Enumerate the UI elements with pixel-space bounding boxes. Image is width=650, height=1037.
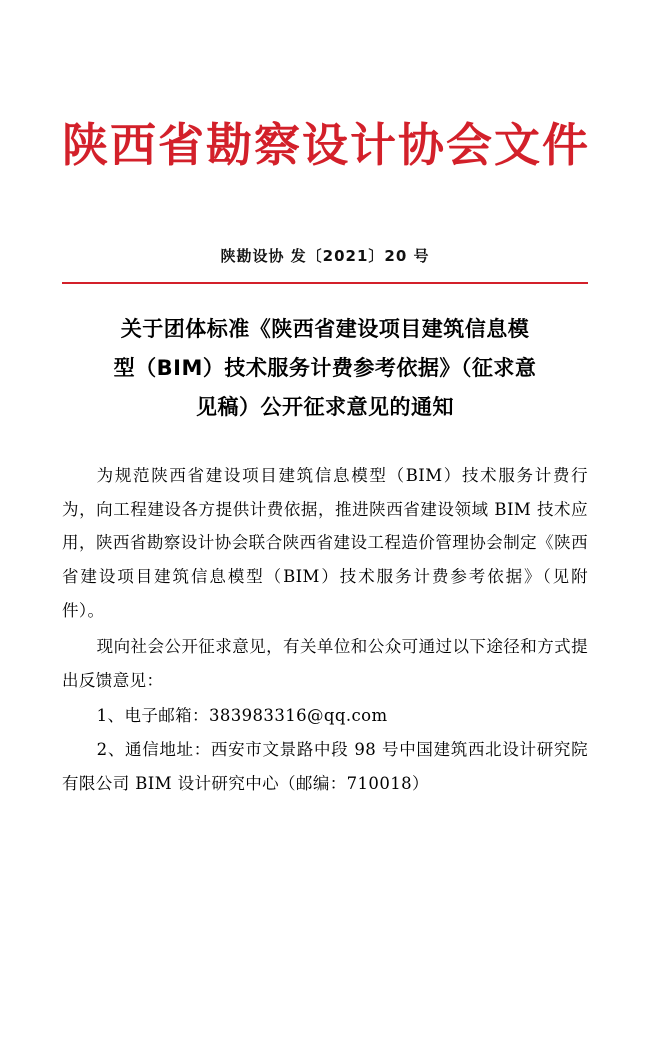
document-page xyxy=(0,118,650,1037)
document-number: 陕勘设协 发〔2021〕20 号 xyxy=(220,247,430,266)
contact-list-item-address: 2、通信地址：西安市文景路中段 98 号中国建筑西北设计研究院有限公司 BIM 设计研究中心（邮编：710018） xyxy=(62,740,588,794)
document-header xyxy=(62,118,588,173)
document-body xyxy=(62,459,588,801)
red-divider-rule xyxy=(62,282,588,284)
document-title-line-2: 型（BIM）技术服务计费参考依据》（征求意 xyxy=(113,356,537,381)
document-title-line-1: 关于团体标准《陕西省建设项目建筑信息模 xyxy=(120,317,530,342)
document-title xyxy=(62,310,588,427)
contact-list-item-email: 1、电子邮箱：383983316@qq.com xyxy=(96,706,388,726)
issuing-authority-title: 陕西省勘察设计协会文件 xyxy=(62,118,590,172)
document-title-line-3: 见稿）公开征求意见的通知 xyxy=(196,394,454,419)
body-paragraph-2: 现向社会公开征求意见，有关单位和公众可通过以下途径和方式提出反馈意见： xyxy=(62,636,588,690)
body-paragraph-1: 为规范陕西省建设项目建筑信息模型（BIM）技术服务计费行为，向工程建设各方提供计费依据，推进陕西省建设领域 BIM 技术应用，陕西省勘察设计协会联合陕西省建设工程造价管理协会制定《陕西省建设项目建筑信息模型（BIM）技术服务计费参考依据》（见附件）。 xyxy=(62,465,588,620)
